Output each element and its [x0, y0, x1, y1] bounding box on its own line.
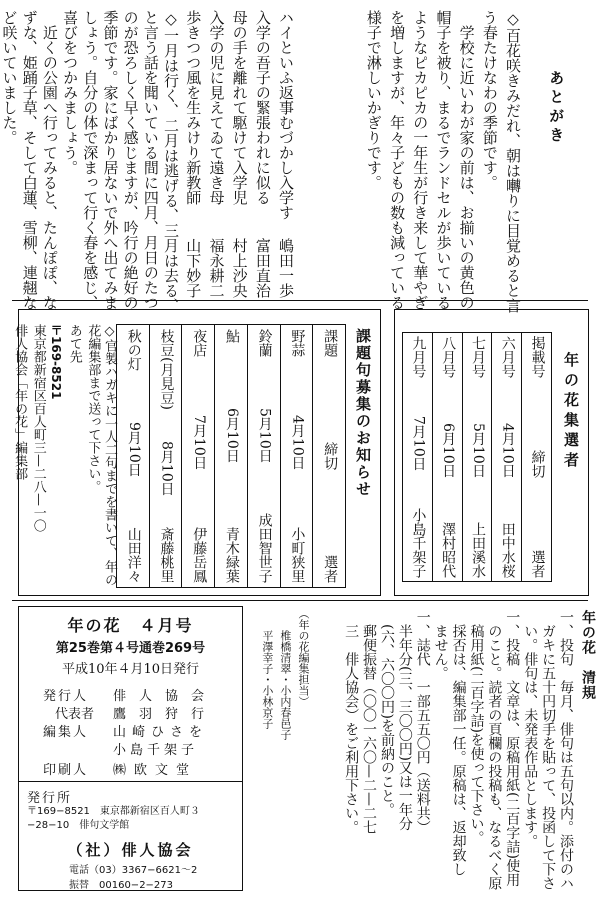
table-row [247, 325, 280, 588]
office-furikae: 振替 00160−2−273 [69, 880, 174, 891]
table-header-cell: 締切 [322, 442, 339, 470]
table-cell: 7月10日 [191, 414, 208, 470]
poem-author: 福永耕二 [207, 238, 226, 298]
afterword-line: ◇一月は行く、二月は逃げる、三月は去る、 [162, 10, 180, 313]
office-address: 〒169−8521 東京都新宿区百人町３−28−10 俳句文学館 [27, 806, 200, 831]
table-cell: 澤村昭代 [440, 521, 457, 578]
rules-line: い。俳句は、未発表作品とします。 [522, 610, 539, 848]
staff-role: 代表者 [55, 707, 95, 722]
poem-author: 嶋田一歩 [277, 238, 295, 298]
table-cell: 成田智世子 [256, 512, 273, 583]
staff-name: 鷹羽狩行 [113, 707, 218, 722]
postal-code: 〒169-8521 [49, 324, 64, 400]
table-cell: 小町狭里 [289, 526, 306, 583]
rules-line: 稿用紙(二百字詰)を使って下さい。 [468, 610, 485, 845]
table-cell: 八月号 [440, 336, 457, 378]
table-row [182, 325, 215, 588]
note-text: ◇官製ハガキに一人二句までを書いて、年の花編集部まで送って下さい。 [85, 324, 117, 586]
table-cell: 8月10日 [158, 441, 175, 496]
table-cell: 斎藤桃里 [158, 526, 175, 583]
staff-row [43, 685, 217, 704]
afterword-line: 様子で淋しいかぎりです。 [364, 10, 383, 190]
poem-item [206, 10, 225, 298]
poem-text: 入学の吾子の緊張われに似る [253, 10, 272, 205]
masthead-title: 年の花 ４月号 [67, 616, 194, 635]
table-cell: 6月10日 [223, 407, 240, 463]
rules-line: ガキに五十円切手を貼って、投函して下さ [540, 610, 557, 890]
rules-line: 採否は、編集部一任。原稿は、返却致し [450, 610, 467, 876]
staff-name: ㈱欧文堂 [113, 763, 198, 778]
afterword-line: 近くの公園へ行ってみると、たんぽぽ、な [40, 10, 59, 310]
table-cell: 七月号 [469, 336, 486, 378]
editors-line: 椎橋清翠・小内春邑子 [278, 630, 292, 740]
office-tel: 電話（03）3367−6621〜2 [69, 865, 198, 876]
staff-name: 小島千架子 [113, 743, 199, 758]
afterword-line: と言う話を聞いている間に四月、月日のたつ [141, 10, 160, 310]
table-cell: 野蒜 [289, 329, 306, 357]
afterword-line: ◇百花咲きみだれ、朝は囀りに目覚めると言 [504, 10, 522, 313]
table-header-cell: 課題 [322, 329, 339, 357]
poem-author: 村上沙央 [230, 238, 249, 298]
address: 東京都新宿区百人町三—二八—一〇 [30, 324, 46, 532]
table-cell: 5月10日 [469, 422, 486, 478]
staff-row [43, 759, 197, 778]
afterword-line: ど咲いていました。 [0, 10, 19, 145]
selection-box [394, 309, 589, 596]
table-cell: 4月10日 [289, 414, 306, 470]
rules-line: のこと。読者の頁欄の投稿も、なるべく原 [486, 610, 503, 890]
table-cell: 六月号 [499, 336, 516, 378]
poem-author: 富田直治 [253, 238, 272, 298]
table-cell: 4月10日 [499, 422, 516, 478]
table-cell: 鮎 [223, 329, 240, 343]
rules-line: 一、誌代 一部五五〇円（送料共） [414, 610, 431, 834]
table-header-cell: 選者 [322, 555, 339, 583]
afterword-title: あとがき [547, 70, 566, 146]
table-cell: 田中水桜 [499, 521, 516, 578]
table-header-cell: 掲載号 [529, 336, 546, 378]
table-cell: 7月10日 [410, 415, 427, 471]
table-header [313, 325, 346, 588]
table-cell: 上田溪水 [469, 521, 486, 578]
rules-body [312, 610, 574, 894]
rules-section [312, 606, 596, 896]
staff-row [43, 721, 208, 740]
rules-line: 一、投句 毎月、俳句は五句以内。添付のハ [558, 610, 574, 890]
recruit-note [12, 324, 117, 586]
afterword-line: 季節です。家にばかり居ないで外へ出てみま [101, 10, 120, 310]
table-cell: 秋の灯 [125, 329, 142, 371]
afterword-line: を増しますが、年々子どもの数も減っている [388, 10, 407, 310]
afterword-line: ようなピカピカの一年生が行き来して華やぎ [411, 10, 430, 310]
table-cell: 9月10日 [125, 421, 142, 477]
table-row [117, 325, 150, 588]
poem-item [276, 10, 295, 298]
afterword-line: う春たけなわの季節です。 [480, 10, 499, 190]
divider [12, 600, 588, 601]
table-cell: 伊藤岳鳳 [191, 526, 208, 583]
staff-row [43, 703, 217, 722]
dest-label: あて先 [66, 324, 82, 363]
table-header-cell: 締切 [529, 450, 546, 478]
poem-item [183, 10, 202, 298]
rules-line: ません。 [432, 610, 449, 680]
recruit-table [116, 324, 346, 588]
afterword-intro [300, 10, 522, 313]
masthead-divider [19, 781, 242, 782]
table-cell: 5月10日 [256, 407, 273, 463]
staff-name: 山崎ひさを [113, 725, 209, 740]
poem-item [229, 10, 248, 298]
table-row [280, 325, 313, 588]
table-row [462, 333, 492, 582]
table-cell: 夜店 [191, 329, 208, 357]
selection-title: 年の花集選者 [562, 352, 580, 472]
afterword-line: 帽子を被り、まるでランドセルが歩いている [434, 10, 453, 310]
staff-role: 編集人 [43, 725, 89, 740]
afterword-body [0, 10, 180, 313]
masthead-date: 平成10年４月10日発行 [61, 662, 200, 677]
poem-text: 歩きつつ風を生みけり新教師 [184, 10, 203, 205]
rules-line: 半年分(三、三〇〇円)又は一年分 [396, 610, 413, 831]
table-row [403, 333, 433, 582]
rules-line: 三 俳人協会）をご利用下さい。 [343, 610, 360, 834]
rules-title: 年の花 清規 [580, 610, 596, 700]
rules-line: 一、投稿 文章は、原稿用紙(二百字詰)使用 [504, 610, 521, 887]
table-row [432, 333, 462, 582]
table-cell: 6月10日 [440, 422, 457, 478]
masthead-box [18, 606, 243, 891]
poem-text: ハイといふ返事むづかし入学す [277, 10, 295, 220]
afterword-line: ずな、姫踊子草、そして白蓮、雪柳、連翹な [20, 10, 39, 310]
table-header-cell: 選者 [529, 550, 546, 578]
table-row [492, 333, 522, 582]
divider [12, 300, 588, 301]
staff-role: 発行人 [43, 689, 89, 704]
editors [252, 608, 310, 888]
office-label: 発行所 [27, 791, 73, 806]
editors-label: （年の花編集担当） [297, 608, 310, 707]
table-cell: 青木緑葉 [223, 526, 240, 583]
poem-text: 入学の児に見えてゐて遠き母 [207, 10, 226, 205]
staff-role: 印刷人 [43, 763, 89, 778]
afterword-poems [183, 10, 295, 298]
afterword-line: のが恐ろしく早く感じますが、吟行の絶好の [121, 10, 140, 310]
table-cell: 山田洋々 [125, 526, 142, 583]
recruit-title: 課題句募集のお知らせ [354, 328, 372, 498]
editors-line: 平澤幸子・小林京子 [260, 630, 274, 729]
table-row [215, 325, 248, 588]
staff-name: 俳人協会 [113, 689, 218, 704]
staff-row [43, 739, 198, 758]
recruit-box [12, 309, 381, 596]
afterword-line: 学校に近いわが家の前は、お揃いの黄色の [457, 10, 476, 310]
org: 俳人協会「年の花」編集部 [12, 324, 28, 480]
table-cell: 鈴蘭 [256, 329, 273, 357]
table-header [522, 333, 552, 582]
table-cell: 小島千架子 [410, 507, 427, 578]
poem-author: 山下妙子 [184, 238, 203, 298]
afterword-line: 喜びをつかみましょう。 [61, 10, 80, 175]
masthead-volume: 第25巻第４号通巻269号 [55, 641, 206, 656]
table-row [149, 325, 182, 588]
poem-text: 母の手を離れて駆けて入学児 [230, 10, 249, 205]
afterword-line: しょう。自分の体で深まって行く春を感じ、 [81, 10, 100, 310]
poem-item [253, 10, 272, 298]
selection-table [402, 332, 552, 582]
table-cell: 枝豆(月見豆) [158, 329, 175, 410]
table-cell: 九月号 [410, 336, 427, 378]
rules-line: 郵便振替（〇〇一六〇—二—二七 [361, 610, 378, 834]
rules-line: (六、六〇〇円)を前納のこと。 [378, 610, 395, 817]
office-name: （社）俳人協会 [67, 841, 194, 859]
